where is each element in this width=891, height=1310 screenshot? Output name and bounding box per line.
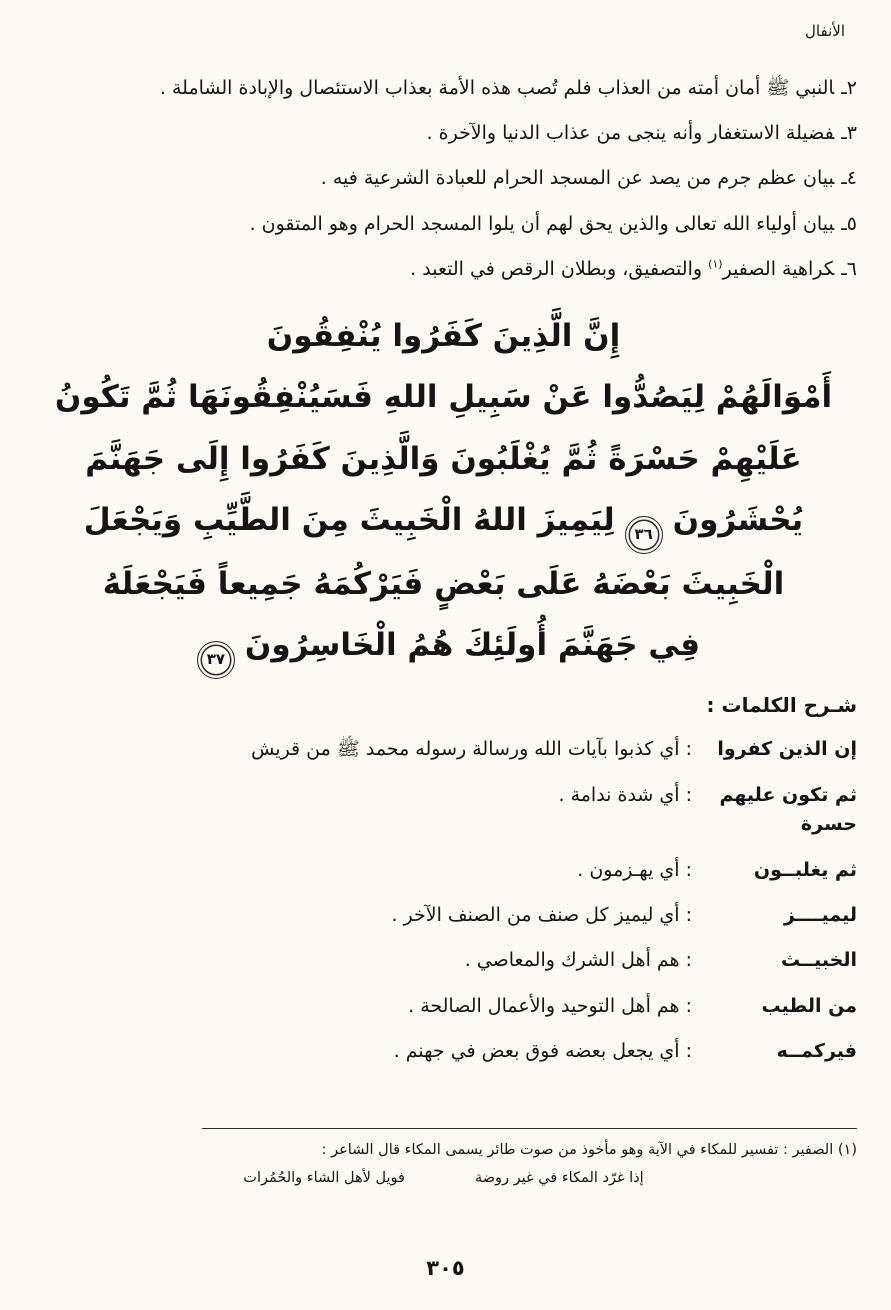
glossary-entry (30, 781, 857, 840)
lesson-text: النبي ﷺ أمان أمته من العذاب فلم تُصب هذه الأمة بعذاب الاستئصال والإبادة الشاملة . (159, 77, 835, 99)
footnote-marker: (١) (708, 257, 723, 271)
glossary-definition: : هم أهل التوحيد والأعمال الصالحة . (408, 994, 692, 1017)
glossary-entry (30, 856, 857, 885)
glossary-entry (30, 735, 857, 764)
footnote-poetry (30, 1165, 857, 1191)
glossary-definition: : هم أهل الشرك والمعاصي . (464, 949, 692, 972)
glossary-definition: : أي ليميز كل صنف من الصنف الآخر . (391, 904, 692, 927)
glossary-definition: : أي شدة ندامة . (558, 783, 692, 806)
glossary-definition: : أي كذبوا بآيات الله ورسالة رسوله محمد ﷺ من قريش (251, 738, 692, 761)
quran-text: أَمْوَالَهُمْ لِيَصُدُّوا عَنْ سَبِيلِ اللهِ فَسَيُنْفِقُونَهَا ثُمَّ تَكُونُ (54, 379, 833, 416)
surah-header: الأنفال (805, 22, 845, 40)
lesson-number: ٦ـ (841, 257, 857, 280)
quran-line (30, 615, 857, 679)
lesson-item (30, 111, 857, 156)
quran-verses (30, 306, 857, 679)
lesson-text: كراهية الصفير (722, 257, 835, 280)
lesson-number: ٣ـ (841, 122, 857, 145)
quran-text: فِي جَهَنَّمَ أُولَئِكَ هُمُ الْخَاسِرُونَ (244, 627, 701, 664)
lesson-item (30, 156, 857, 201)
lesson-item (30, 66, 857, 111)
quran-text: يُحْشَرُونَ (672, 502, 804, 539)
glossary-section (30, 693, 857, 1067)
glossary-term: الخبيــث (781, 949, 857, 972)
lesson-item (30, 202, 857, 247)
glossary-entry (30, 901, 857, 930)
quran-text: إِنَّ الَّذِينَ كَفَرُوا يُنْفِقُونَ (266, 318, 621, 355)
footnote-divider (202, 1128, 857, 1129)
lesson-text: والتصفيق، وبطلان الرقص في التعبد . (410, 257, 709, 280)
glossary-term: إن الذين كفروا (717, 738, 857, 761)
glossary-definition: : أي يجعل بعضه فوق بعض في جهنم . (393, 1040, 692, 1063)
lesson-number: ٥ـ (841, 212, 857, 235)
lesson-text: فضيلة الاستغفار وأنه ينجى من عذاب الدنيا والآخرة . (426, 122, 835, 145)
lesson-number: ٢ـ (841, 77, 857, 99)
ayah-number-medallion: ٣٧ (197, 641, 235, 679)
footnote (30, 1128, 857, 1191)
ayah-number-medallion: ٣٦ (625, 516, 663, 554)
glossary-term: فيركمــه (776, 1040, 857, 1063)
quran-line (30, 429, 857, 490)
glossary-term: ليميــــز (783, 904, 857, 927)
glossary-entry (30, 1037, 857, 1066)
quran-line (30, 554, 857, 615)
quran-text: عَلَيْهِمْ حَسْرَةً ثُمَّ يُغْلَبُونَ وَالَّذِينَ كَفَرُوا إِلَى جَهَنَّمَ (85, 440, 802, 477)
lesson-number: ٤ـ (841, 167, 857, 190)
glossary-term: ثم يغلبــون (753, 858, 857, 881)
quran-text: الْخَبِيثَ بَعْضَهُ عَلَى بَعْضٍ فَيَرْكُمَهُ جَمِيعاً فَيَجْعَلَهُ (102, 566, 785, 603)
glossary-definition: : أي يهـزمون . (577, 858, 692, 881)
glossary-title: شـرح الكلمات : (706, 693, 857, 718)
quran-line (30, 490, 857, 554)
glossary-entry (30, 946, 857, 975)
poetry-hemistich-first: إذا غرّد المكاء في غير روضة (474, 1170, 644, 1187)
glossary-term: من الطيب (761, 994, 857, 1017)
lesson-text: بيان أولياء الله تعالى والذين يحق لهم أن يلوا المسجد الحرام وهو المتقون . (249, 212, 835, 235)
poetry-hemistich-second: فويل لأهل الشاء والحُمُرات (243, 1170, 405, 1187)
page-number: ٣٠٥ (426, 1256, 465, 1280)
lesson-text: بيان عظم جرم من يصد عن المسجد الحرام للعبادة الشرعية فيه . (320, 167, 835, 190)
quran-line (30, 367, 857, 428)
quran-text: لِيَمِيزَ اللهُ الْخَبِيثَ مِنَ الطَّيِّبِ وَيَجْعَلَ (83, 502, 615, 539)
glossary-term: ثم تكون عليهم حسرة (719, 783, 857, 836)
quran-line (30, 306, 857, 367)
lesson-item (30, 247, 857, 292)
lessons-list (30, 66, 857, 292)
footnote-text: (١) الصفير : تفسير للمكاء في الآية وهو مأخوذ من صوت طائر يسمى المكاء قال الشاعر : (321, 1142, 857, 1158)
glossary-entry (30, 992, 857, 1021)
